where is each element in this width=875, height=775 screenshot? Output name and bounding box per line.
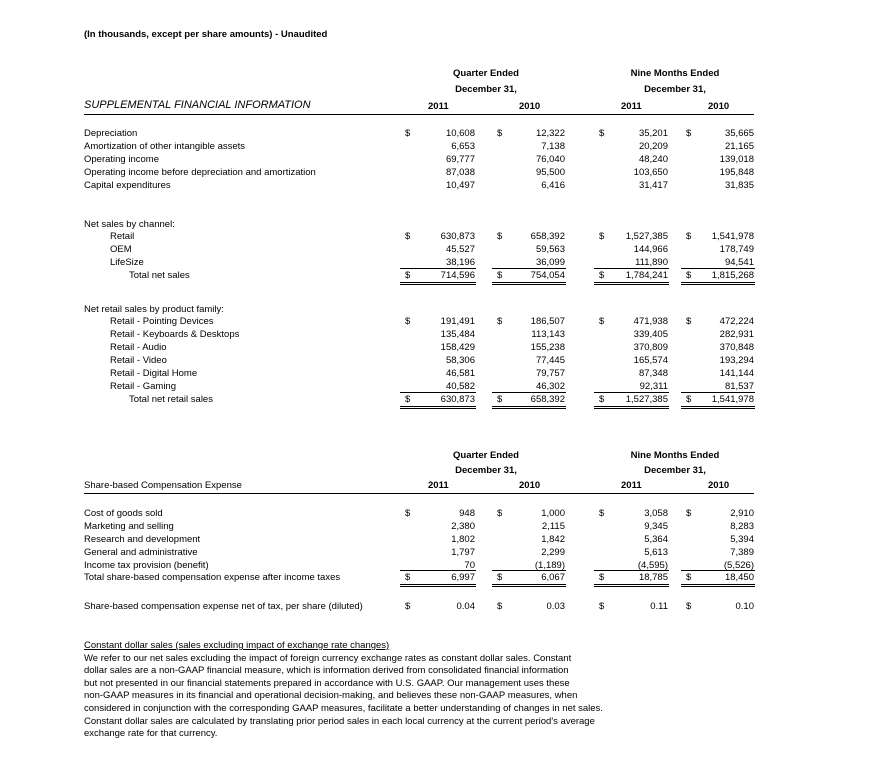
total-double-rule bbox=[492, 584, 566, 585]
sbc-row-value: 2,910 bbox=[730, 508, 754, 519]
total-double-rule bbox=[492, 586, 566, 587]
currency-sign: $ bbox=[497, 601, 503, 612]
currency-sign: $ bbox=[405, 508, 411, 519]
total-double-rule bbox=[400, 584, 476, 585]
supplemental-row-value: 87,038 bbox=[445, 167, 475, 178]
currency-sign: $ bbox=[497, 270, 503, 281]
channel-row-value: 94,541 bbox=[724, 257, 754, 268]
subtotal-rule bbox=[681, 268, 755, 269]
currency-sign: $ bbox=[405, 316, 411, 327]
supplemental-row-label: Operating income bbox=[84, 154, 159, 165]
sbc-per-share-value: 0.04 bbox=[456, 601, 475, 612]
total-double-rule bbox=[594, 282, 669, 283]
note-line: but not presented in our financial statements prepared in accordance with U.S. GAAP. Our management uses these bbox=[84, 677, 570, 689]
channel-row-label: LifeSize bbox=[110, 257, 144, 268]
total-double-rule bbox=[400, 408, 476, 409]
currency-sign: $ bbox=[686, 508, 692, 519]
sbc-row-value: 2,380 bbox=[451, 521, 475, 532]
year-header: 2010 bbox=[519, 480, 541, 491]
subtotal-rule bbox=[492, 268, 566, 269]
note-line: considered in conjunction with the corresponding GAAP measures, facilitate a better understanding of changes in net sales. bbox=[84, 702, 603, 714]
family-row-value: 58,306 bbox=[445, 355, 475, 366]
currency-sign: $ bbox=[599, 231, 605, 242]
sbc-row-label: Income tax provision (benefit) bbox=[84, 560, 209, 571]
currency-sign: $ bbox=[686, 601, 692, 612]
channel-total-value: 1,815,268 bbox=[711, 270, 754, 281]
channel-row-value: 630,873 bbox=[440, 231, 475, 242]
nine-months-heading: Nine Months Ended bbox=[630, 68, 720, 79]
family-total-label: Total net retail sales bbox=[129, 394, 213, 405]
note-line: dollar sales are a non-GAAP financial measure, which is information derived from consolidated financial information bbox=[84, 665, 569, 677]
family-row-label: Retail - Keyboards & Desktops bbox=[110, 329, 240, 340]
supplemental-row-value: 10,608 bbox=[445, 128, 475, 139]
channel-total-label: Total net sales bbox=[129, 270, 190, 281]
supplemental-row-value: 103,650 bbox=[633, 167, 668, 178]
sbc-row-value: 5,394 bbox=[730, 534, 754, 545]
currency-sign: $ bbox=[686, 270, 692, 281]
currency-sign: $ bbox=[599, 508, 605, 519]
supplemental-row-value: 35,201 bbox=[638, 128, 668, 139]
sbc-row-value: 948 bbox=[459, 508, 475, 519]
currency-sign: $ bbox=[686, 231, 692, 242]
family-row-value: 79,757 bbox=[535, 368, 565, 379]
currency-sign: $ bbox=[497, 572, 503, 583]
supplemental-row-value: 31,835 bbox=[724, 180, 754, 191]
family-row-value: 81,537 bbox=[724, 381, 754, 392]
total-double-rule bbox=[594, 284, 669, 285]
supplemental-row-value: 10,497 bbox=[445, 180, 475, 191]
year-header: 2010 bbox=[519, 101, 541, 112]
total-double-rule bbox=[400, 284, 476, 285]
currency-sign: $ bbox=[497, 508, 503, 519]
year-header: 2011 bbox=[621, 101, 642, 112]
note-title: Constant dollar sales (sales excluding impact of exchange rate changes) bbox=[84, 640, 390, 651]
quarter-ended-heading: Quarter Ended bbox=[453, 68, 519, 79]
sbc-per-share-value: 0.10 bbox=[735, 601, 754, 612]
currency-sign: $ bbox=[497, 128, 503, 139]
family-total-value: 630,873 bbox=[440, 394, 475, 405]
total-double-rule bbox=[681, 284, 755, 285]
supplemental-title: SUPPLEMENTAL FINANCIAL INFORMATION bbox=[84, 99, 311, 111]
family-total-value: 1,527,385 bbox=[625, 394, 668, 405]
channel-row-value: 144,966 bbox=[633, 244, 668, 255]
subtotal-rule bbox=[492, 392, 566, 393]
channel-row-value: 111,890 bbox=[635, 257, 668, 268]
family-row-value: 370,848 bbox=[719, 342, 754, 353]
currency-sign: $ bbox=[405, 601, 411, 612]
currency-sign: $ bbox=[599, 394, 605, 405]
sbc-per-share-value: 0.11 bbox=[650, 601, 668, 612]
supplemental-row-value: 139,018 bbox=[719, 154, 754, 165]
subtotal-rule bbox=[594, 268, 669, 269]
supplemental-row-label: Depreciation bbox=[84, 128, 138, 139]
supplemental-row-label: Amortization of other intangible assets bbox=[84, 141, 246, 152]
subtotal-rule bbox=[492, 570, 566, 571]
sbc-row-value: 2,299 bbox=[541, 547, 565, 558]
sbc-row-value: 9,345 bbox=[644, 521, 668, 532]
currency-sign: $ bbox=[497, 316, 503, 327]
total-double-rule bbox=[681, 282, 755, 283]
family-total-value: 658,392 bbox=[530, 394, 565, 405]
sbc-nine-months-heading: Nine Months Ended bbox=[630, 450, 720, 461]
sbc-row-value: 1,797 bbox=[451, 547, 475, 558]
family-row-label: Retail - Digital Home bbox=[110, 368, 198, 379]
family-row-label: Retail - Video bbox=[110, 355, 167, 366]
sbc-row-value: 5,613 bbox=[644, 547, 668, 558]
family-row-value: 339,405 bbox=[633, 329, 668, 340]
year-header: 2011 bbox=[428, 101, 449, 112]
year-header: 2010 bbox=[708, 480, 730, 491]
channel-row-value: 658,392 bbox=[530, 231, 565, 242]
family-row-value: 165,574 bbox=[633, 355, 668, 366]
supplemental-row-value: 6,416 bbox=[541, 180, 565, 191]
family-row-value: 46,302 bbox=[535, 381, 565, 392]
channel-row-value: 38,196 bbox=[445, 257, 475, 268]
family-row-value: 87,348 bbox=[638, 368, 668, 379]
subtotal-rule bbox=[400, 570, 476, 571]
channel-total-value: 1,784,241 bbox=[625, 270, 668, 281]
currency-sign: $ bbox=[686, 128, 692, 139]
subtotal-rule bbox=[594, 570, 669, 571]
family-row-value: 46,581 bbox=[445, 368, 475, 379]
supplemental-row-value: 48,240 bbox=[638, 154, 668, 165]
family-row-value: 141,144 bbox=[719, 368, 754, 379]
supplemental-row-value: 7,138 bbox=[541, 141, 565, 152]
sbc-row-value: (5,526) bbox=[723, 560, 754, 571]
family-row-value: 40,582 bbox=[445, 381, 475, 392]
family-row-value: 191,491 bbox=[440, 316, 475, 327]
section-rule bbox=[84, 493, 754, 494]
sbc-per-share-value: 0.03 bbox=[546, 601, 565, 612]
currency-sign: $ bbox=[405, 270, 411, 281]
channel-heading: Net sales by channel: bbox=[84, 219, 175, 230]
sbc-row-value: 8,283 bbox=[730, 521, 754, 532]
total-double-rule bbox=[492, 284, 566, 285]
family-row-value: 155,238 bbox=[530, 342, 565, 353]
nine-months-date-heading: December 31, bbox=[644, 84, 706, 95]
currency-sign: $ bbox=[405, 128, 411, 139]
family-total-value: 1,541,978 bbox=[711, 394, 754, 405]
sbc-row-value: 1,802 bbox=[451, 534, 475, 545]
supplemental-row-label: Capital expenditures bbox=[84, 180, 171, 191]
report-header: (In thousands, except per share amounts) - Unaudited bbox=[84, 29, 328, 40]
sbc-quarter-heading: Quarter Ended bbox=[453, 450, 519, 461]
total-double-rule bbox=[492, 406, 566, 407]
channel-row-value: 59,563 bbox=[535, 244, 565, 255]
currency-sign: $ bbox=[599, 601, 605, 612]
family-row-value: 92,311 bbox=[639, 381, 668, 392]
currency-sign: $ bbox=[599, 128, 605, 139]
total-double-rule bbox=[400, 586, 476, 587]
family-row-value: 77,445 bbox=[535, 355, 565, 366]
supplemental-row-value: 6,653 bbox=[451, 141, 475, 152]
total-double-rule bbox=[400, 406, 476, 407]
note-line: Constant dollar sales are calculated by translating prior period sales in each local currency at the current period's average bbox=[84, 715, 595, 727]
currency-sign: $ bbox=[497, 394, 503, 405]
currency-sign: $ bbox=[405, 231, 411, 242]
year-header: 2011 bbox=[428, 480, 449, 491]
note-line: We refer to our net sales excluding the impact of foreign currency exchange rates as constant dollar sales. Constant bbox=[84, 652, 572, 664]
family-row-value: 370,809 bbox=[633, 342, 668, 353]
supplemental-row-value: 35,665 bbox=[724, 128, 754, 139]
sbc-row-value: 1,842 bbox=[541, 534, 565, 545]
supplemental-row-value: 76,040 bbox=[535, 154, 565, 165]
channel-row-label: Retail bbox=[110, 231, 135, 242]
sbc-row-value: 1,000 bbox=[541, 508, 565, 519]
channel-total-value: 754,054 bbox=[530, 270, 565, 281]
sbc-title: Share-based Compensation Expense bbox=[84, 480, 242, 491]
sbc-total-value: 18,785 bbox=[638, 572, 668, 583]
channel-row-value: 45,527 bbox=[445, 244, 475, 255]
supplemental-row-value: 31,417 bbox=[638, 180, 668, 191]
sbc-row-value: 7,389 bbox=[730, 547, 754, 558]
sbc-row-value: 70 bbox=[464, 560, 475, 571]
quarter-date-heading: December 31, bbox=[455, 84, 517, 95]
total-double-rule bbox=[681, 584, 755, 585]
sbc-total-label: Total share-based compensation expense after income taxes bbox=[84, 572, 341, 583]
sbc-row-label: General and administrative bbox=[84, 547, 198, 558]
supplemental-row-label: Operating income before depreciation and amortization bbox=[84, 167, 316, 178]
family-row-label: Retail - Pointing Devices bbox=[110, 316, 214, 327]
supplemental-row-value: 21,165 bbox=[724, 141, 754, 152]
year-header: 2011 bbox=[621, 480, 642, 491]
currency-sign: $ bbox=[497, 231, 503, 242]
family-row-label: Retail - Audio bbox=[110, 342, 167, 353]
sbc-total-value: 6,067 bbox=[541, 572, 565, 583]
currency-sign: $ bbox=[599, 316, 605, 327]
sbc-per-share-label: Share-based compensation expense net of tax, per share (diluted) bbox=[84, 601, 363, 612]
total-double-rule bbox=[594, 408, 669, 409]
sbc-row-label: Cost of goods sold bbox=[84, 508, 163, 519]
currency-sign: $ bbox=[405, 572, 411, 583]
sbc-row-value: 3,058 bbox=[644, 508, 668, 519]
channel-total-value: 714,596 bbox=[440, 270, 475, 281]
sbc-row-value: (1,189) bbox=[534, 560, 565, 571]
family-heading: Net retail sales by product family: bbox=[84, 304, 224, 315]
channel-row-value: 36,099 bbox=[535, 257, 565, 268]
supplemental-row-value: 20,209 bbox=[638, 141, 668, 152]
supplemental-row-value: 12,322 bbox=[535, 128, 565, 139]
currency-sign: $ bbox=[686, 316, 692, 327]
currency-sign: $ bbox=[599, 270, 605, 281]
year-header: 2010 bbox=[708, 101, 730, 112]
supplemental-row-value: 95,500 bbox=[535, 167, 565, 178]
family-row-value: 113,143 bbox=[531, 329, 565, 340]
currency-sign: $ bbox=[686, 572, 692, 583]
currency-sign: $ bbox=[405, 394, 411, 405]
total-double-rule bbox=[594, 584, 669, 585]
subtotal-rule bbox=[594, 392, 669, 393]
family-row-value: 193,294 bbox=[719, 355, 754, 366]
supplemental-row-value: 195,848 bbox=[719, 167, 754, 178]
section-rule bbox=[84, 114, 754, 115]
total-double-rule bbox=[594, 586, 669, 587]
subtotal-rule bbox=[681, 570, 755, 571]
sbc-row-label: Marketing and selling bbox=[84, 521, 174, 532]
total-double-rule bbox=[681, 408, 755, 409]
family-row-value: 135,484 bbox=[440, 329, 475, 340]
family-row-value: 282,931 bbox=[719, 329, 754, 340]
sbc-row-value: 5,364 bbox=[644, 534, 668, 545]
channel-row-value: 178,749 bbox=[719, 244, 754, 255]
total-double-rule bbox=[681, 406, 755, 407]
total-double-rule bbox=[594, 406, 669, 407]
sbc-row-label: Research and development bbox=[84, 534, 201, 545]
channel-row-value: 1,541,978 bbox=[711, 231, 754, 242]
total-double-rule bbox=[492, 408, 566, 409]
total-double-rule bbox=[400, 282, 476, 283]
sbc-quarter-date-heading: December 31, bbox=[455, 465, 517, 476]
total-double-rule bbox=[681, 586, 755, 587]
sbc-nine-months-date-heading: December 31, bbox=[644, 465, 706, 476]
constant-dollar-note bbox=[84, 640, 684, 741]
sbc-total-value: 6,997 bbox=[451, 572, 475, 583]
sbc-total-value: 18,450 bbox=[724, 572, 754, 583]
sbc-row-value: 2,115 bbox=[541, 521, 565, 532]
family-row-value: 471,938 bbox=[633, 316, 668, 327]
supplemental-row-value: 69,777 bbox=[445, 154, 475, 165]
subtotal-rule bbox=[400, 268, 476, 269]
family-row-value: 472,224 bbox=[719, 316, 754, 327]
family-row-label: Retail - Gaming bbox=[110, 381, 176, 392]
total-double-rule bbox=[492, 282, 566, 283]
subtotal-rule bbox=[681, 392, 755, 393]
note-line: exchange rate for that currency. bbox=[84, 728, 218, 740]
currency-sign: $ bbox=[599, 572, 605, 583]
channel-row-value: 1,527,385 bbox=[625, 231, 668, 242]
family-row-value: 186,507 bbox=[530, 316, 565, 327]
note-line: non-GAAP measures in its financial and operational decision-making, and believes these non-GAAP measures, when bbox=[84, 690, 578, 702]
family-row-value: 158,429 bbox=[440, 342, 475, 353]
sbc-row-value: (4,595) bbox=[637, 560, 668, 571]
subtotal-rule bbox=[400, 392, 476, 393]
currency-sign: $ bbox=[686, 394, 692, 405]
channel-row-label: OEM bbox=[110, 244, 132, 255]
